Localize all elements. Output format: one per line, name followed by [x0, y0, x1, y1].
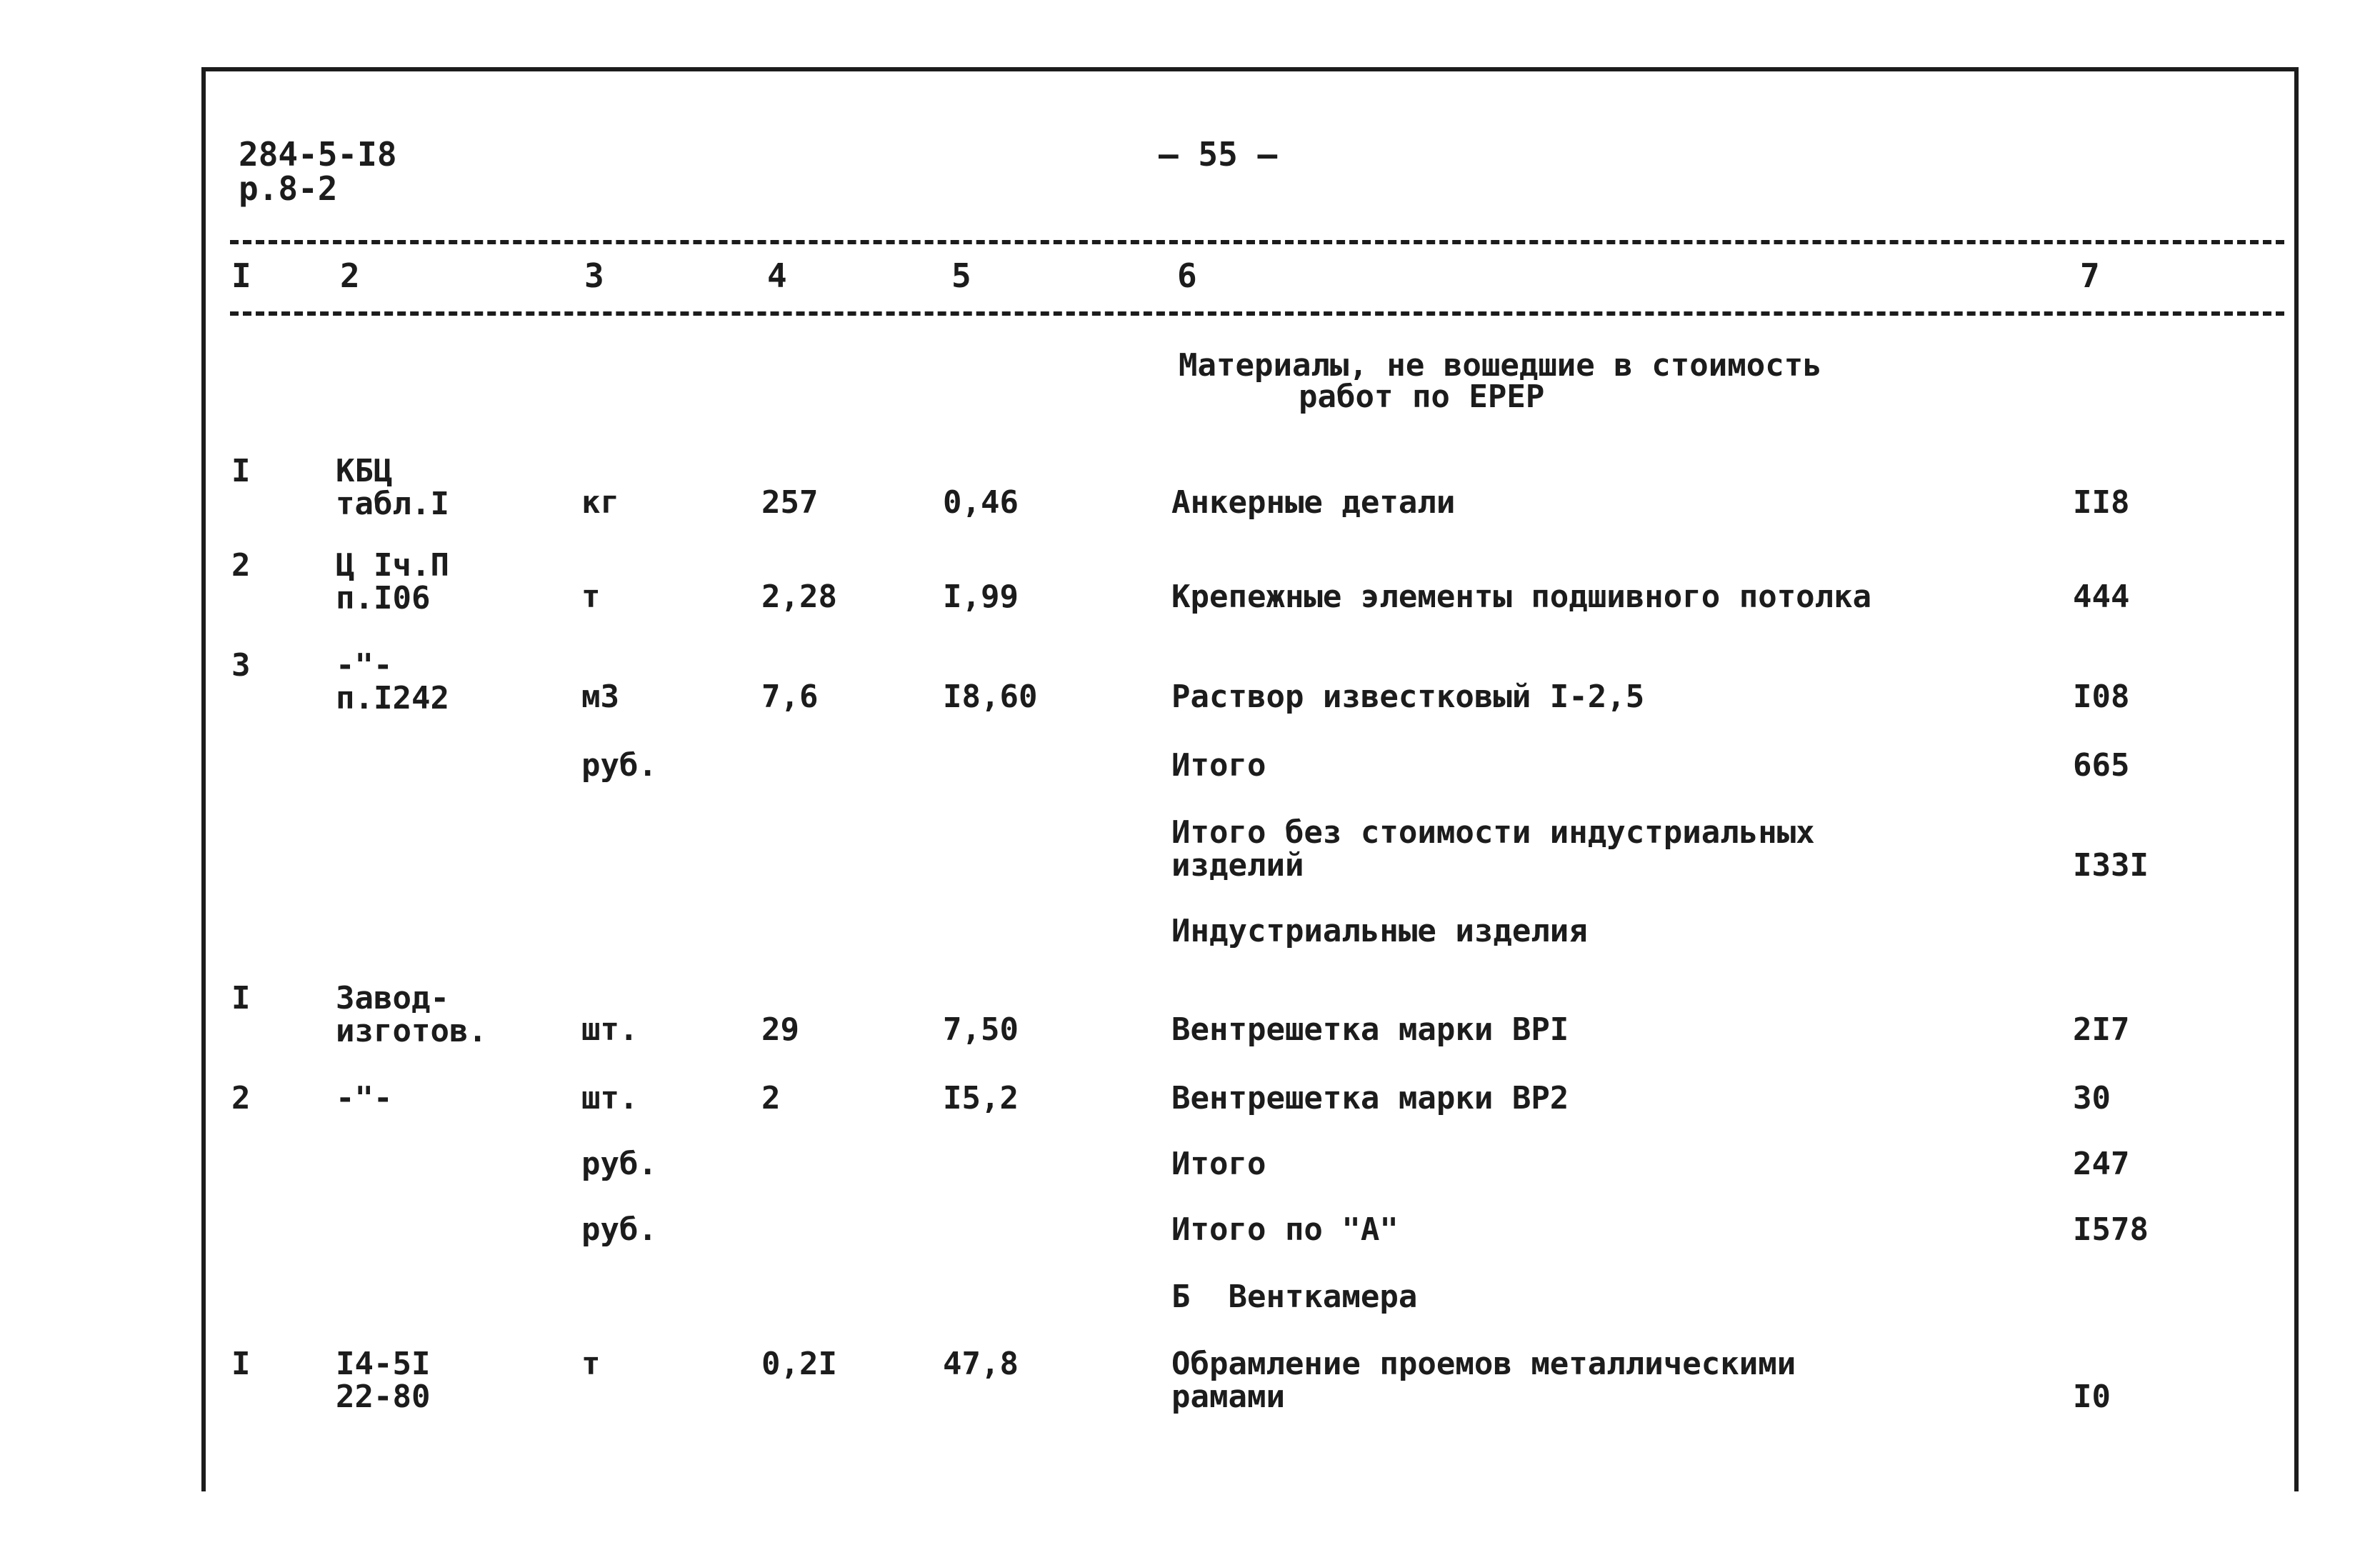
row-reference-line2: табл.I: [336, 486, 449, 522]
row-name-line1: Вентрешетка марки ВР2: [1171, 1080, 1569, 1116]
row-unit-price: I5,2: [943, 1080, 1019, 1116]
row-total: 665: [2073, 747, 2130, 784]
row-name-line1: Итого по "А": [1171, 1211, 1399, 1248]
row-quantity: 257: [761, 484, 819, 521]
row-unit-price: 0,46: [943, 484, 1019, 521]
section-code: р.8-2: [239, 169, 338, 208]
row-number: I: [231, 980, 251, 1016]
row-reference-line2: п.I06: [336, 580, 431, 616]
row-total: II8: [2073, 484, 2130, 521]
row-name-line1: Итого: [1171, 1146, 1266, 1182]
row-name-line1: Б Венткамера: [1171, 1279, 1418, 1315]
row-quantity: 29: [761, 1011, 799, 1048]
row-total: I08: [2073, 679, 2130, 715]
row-name-line2: изделий: [1171, 847, 1304, 884]
row-total: I0: [2073, 1379, 2111, 1415]
row-quantity: 7,6: [761, 679, 819, 715]
row-reference-line1: -"-: [336, 1080, 393, 1116]
row-unit: шт.: [581, 1011, 639, 1048]
column-header-5: 5: [951, 256, 971, 295]
page-number: — 55 —: [1159, 135, 1278, 174]
row-unit: шт.: [581, 1080, 639, 1116]
row-quantity: 2: [761, 1080, 781, 1116]
column-header-4: 4: [767, 256, 787, 295]
row-name-line1: Индустриальные изделия: [1171, 913, 1588, 949]
section-title-line1: Материалы, не вошедшие в стоимость: [1179, 347, 1822, 384]
row-unit: кг: [581, 484, 619, 521]
column-header-2: 2: [340, 256, 360, 295]
row-total: 30: [2073, 1080, 2111, 1116]
row-reference-line1: -"-: [336, 647, 393, 684]
row-name-line2: рамами: [1171, 1379, 1285, 1415]
row-name-line1: Вентрешетка марки ВРI: [1171, 1011, 1569, 1048]
row-reference-line2: изготов.: [336, 1013, 487, 1049]
row-reference-line1: Завод-: [336, 980, 449, 1016]
header-divider-top: [230, 240, 2284, 244]
column-header-1: I: [231, 256, 251, 295]
row-reference-line2: п.I242: [336, 680, 449, 716]
row-name-line1: Итого: [1171, 747, 1266, 784]
row-reference-line1: Ц Iч.П: [336, 547, 449, 584]
row-total: 2I7: [2073, 1011, 2130, 1048]
row-quantity: 2,28: [761, 579, 837, 615]
header-divider-bottom: [230, 311, 2284, 316]
row-name-line1: Раствор известковый I-2,5: [1171, 679, 1645, 715]
section-title-line2: работ по ЕРЕР: [1299, 379, 1545, 415]
column-header-7: 7: [2080, 256, 2100, 295]
row-number: 2: [231, 1080, 251, 1116]
row-reference-line1: КБЦ: [336, 453, 393, 489]
row-name-line1: Крепежные элементы подшивного потолка: [1171, 579, 1872, 615]
row-total: 444: [2073, 579, 2130, 615]
row-unit-price: I8,60: [943, 679, 1038, 715]
frame-left-border: [201, 67, 206, 1491]
column-header-6: 6: [1177, 256, 1197, 295]
frame-top-border: [201, 67, 2299, 71]
row-unit: т: [581, 579, 601, 615]
row-unit-price: I,99: [943, 579, 1019, 615]
row-number: 3: [231, 647, 251, 684]
row-unit: руб.: [581, 1211, 657, 1248]
row-unit-price: 47,8: [943, 1346, 1019, 1382]
row-unit: м3: [581, 679, 619, 715]
row-name-line1: Анкерные детали: [1171, 484, 1456, 521]
row-number: I: [231, 1346, 251, 1382]
row-unit: руб.: [581, 1146, 657, 1182]
row-number: 2: [231, 547, 251, 584]
doc-code: 284-5-I8: [239, 135, 397, 174]
row-quantity: 0,2I: [761, 1346, 837, 1382]
row-unit: т: [581, 1346, 601, 1382]
row-unit-price: 7,50: [943, 1011, 1019, 1048]
row-reference-line1: I4-5I: [336, 1346, 431, 1382]
frame-right-border: [2294, 67, 2299, 1491]
row-name-line1: Итого без стоимости индустриальных: [1171, 814, 1815, 851]
row-unit: руб.: [581, 747, 657, 784]
row-total: 247: [2073, 1146, 2130, 1182]
row-name-line1: Обрамление проемов металлическими: [1171, 1346, 1796, 1382]
column-header-3: 3: [584, 256, 604, 295]
row-total: I33I: [2073, 847, 2149, 884]
row-reference-line2: 22-80: [336, 1379, 431, 1415]
row-total: I578: [2073, 1211, 2149, 1248]
row-number: I: [231, 453, 251, 489]
